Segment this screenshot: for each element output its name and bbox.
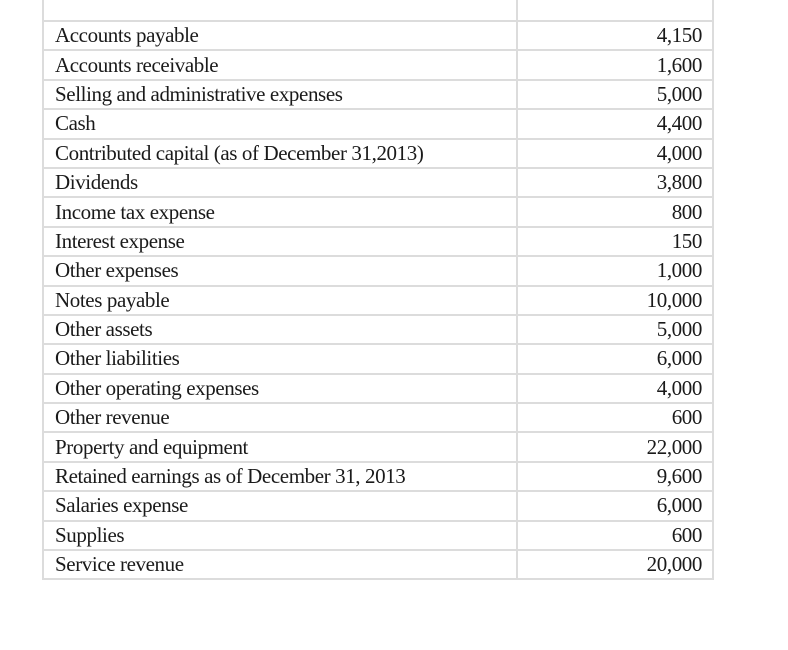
- account-name: Other revenue: [43, 403, 517, 432]
- account-name: Salaries expense: [43, 491, 517, 520]
- account-amount: 6,000: [517, 344, 713, 373]
- table-row: [43, 315, 713, 344]
- account-name: Accounts payable: [43, 21, 517, 50]
- account-amount: 5,000: [517, 315, 713, 344]
- table-row: [43, 432, 713, 461]
- account-amount: 6,000: [517, 491, 713, 520]
- table-row: [43, 50, 713, 79]
- table-row: [43, 21, 713, 50]
- account-name: Property and equipment: [43, 432, 517, 461]
- table-row: [43, 197, 713, 226]
- account-name: Cash: [43, 109, 517, 138]
- account-amount: 10,000: [517, 286, 713, 315]
- empty-header-cell: [517, 0, 713, 21]
- table-row: [43, 550, 713, 579]
- account-name: Other operating expenses: [43, 374, 517, 403]
- account-amount: 3,800: [517, 168, 713, 197]
- account-amount: 1,600: [517, 50, 713, 79]
- account-name: Service revenue: [43, 550, 517, 579]
- account-name: Accounts receivable: [43, 50, 517, 79]
- account-amount: 22,000: [517, 432, 713, 461]
- account-balances-table: [42, 0, 714, 580]
- account-balances-sheet: [42, 0, 712, 580]
- account-amount: 150: [517, 227, 713, 256]
- account-amount: 9,600: [517, 462, 713, 491]
- account-amount: 600: [517, 403, 713, 432]
- table-row: [43, 227, 713, 256]
- account-amount: 800: [517, 197, 713, 226]
- table-row: [43, 344, 713, 373]
- account-amount: 4,150: [517, 21, 713, 50]
- account-amount: 5,000: [517, 80, 713, 109]
- account-amount: 20,000: [517, 550, 713, 579]
- account-name: Contributed capital (as of December 31,2013): [43, 139, 517, 168]
- account-name: Income tax expense: [43, 197, 517, 226]
- account-name: Notes payable: [43, 286, 517, 315]
- account-amount: 4,400: [517, 109, 713, 138]
- table-body: [43, 0, 713, 579]
- account-name: Selling and administrative expenses: [43, 80, 517, 109]
- account-name: Dividends: [43, 168, 517, 197]
- table-header-row: [43, 0, 713, 21]
- empty-header-cell: [43, 0, 517, 21]
- account-name: Supplies: [43, 521, 517, 550]
- table-row: [43, 256, 713, 285]
- account-name: Other assets: [43, 315, 517, 344]
- account-name: Other liabilities: [43, 344, 517, 373]
- table-row: [43, 491, 713, 520]
- table-row: [43, 286, 713, 315]
- account-name: Interest expense: [43, 227, 517, 256]
- table-row: [43, 462, 713, 491]
- account-amount: 600: [517, 521, 713, 550]
- account-amount: 1,000: [517, 256, 713, 285]
- account-amount: 4,000: [517, 139, 713, 168]
- account-name: Retained earnings as of December 31, 2013: [43, 462, 517, 491]
- table-row: [43, 80, 713, 109]
- table-row: [43, 109, 713, 138]
- table-row: [43, 168, 713, 197]
- table-row: [43, 374, 713, 403]
- table-row: [43, 139, 713, 168]
- account-name: Other expenses: [43, 256, 517, 285]
- account-amount: 4,000: [517, 374, 713, 403]
- table-row: [43, 521, 713, 550]
- table-row: [43, 403, 713, 432]
